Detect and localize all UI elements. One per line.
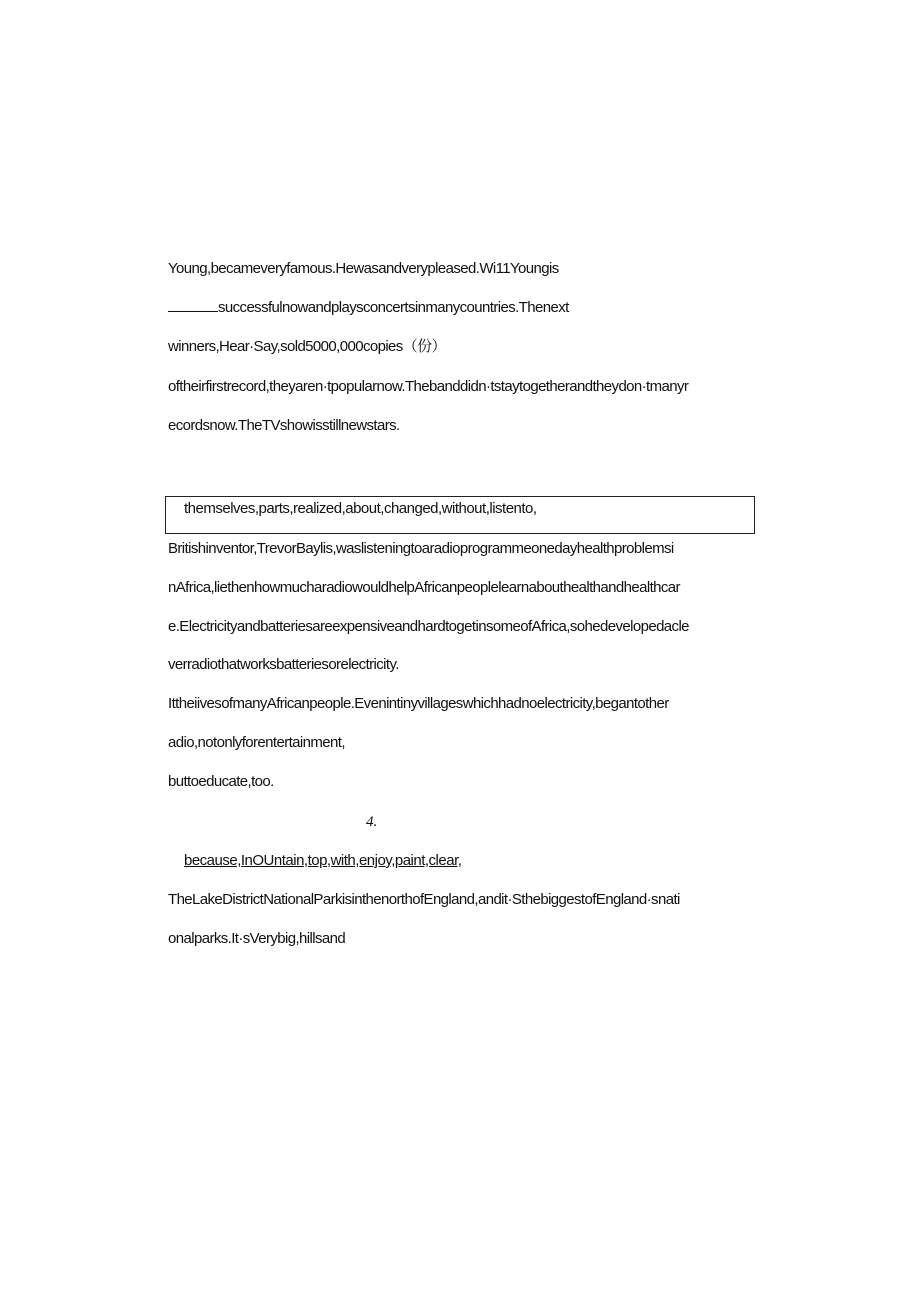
section-number: 4. [366, 814, 378, 830]
passage-line: ecordsnow.TheTVshowisstillnewstars. [168, 417, 400, 434]
answer-blank[interactable] [168, 299, 218, 312]
passage-line-text: successfulnowandplaysconcertsinmanycountries.Thenext [218, 299, 569, 316]
passage-line: IttheiivesofmanyAfricanpeople.Evenintinyvillageswhichhadnoelectricity,begantother [168, 695, 669, 712]
word-list: because,InOUntain,top,with,enjoy,paint,clear, [184, 852, 462, 869]
passage-line: oftheirfirstrecord,theyaren·tpopularnow.Thebanddidn·tstaytogetherandtheydon·tmanyr [168, 378, 689, 395]
passage-line: winners,Hear·Say,sold5000,000copies（份） [168, 338, 446, 355]
passage-line: TheLakeDistrictNationalParkisinthenorthofEngland,andit·SthebiggestofEngland·snati [168, 891, 680, 908]
passage-line: nAfrica,liethenhowmucharadiowouldhelpAfricanpeoplelearnabouthealthandhealthcar [168, 579, 680, 596]
passage-line: verradiothatworksbatteriesorelectricity. [168, 656, 399, 673]
word-box-words: themselves,parts,realized,about,changed,without,listento, [184, 500, 537, 517]
passage-line: e.ElectricityandbatteriesareexpensiveandhardtogetinsomeofAfrica,sohedevelopedacle [168, 618, 689, 635]
word-box [165, 496, 755, 534]
passage-line: Young,becameveryfamous.Hewasandverypleased.Wi11Youngis [168, 260, 559, 277]
passage-line: onalparks.It·sVerybig,hillsand [168, 930, 346, 947]
passage-line [168, 298, 569, 318]
passage-line: adio,notonlyforentertainment, [168, 734, 345, 751]
passage-line: buttoeducate,too. [168, 773, 274, 790]
passage-line: Britishinventor,TrevorBaylis,waslisteningtoaradioprogrammeonedayhealthproblemsi [168, 540, 674, 557]
